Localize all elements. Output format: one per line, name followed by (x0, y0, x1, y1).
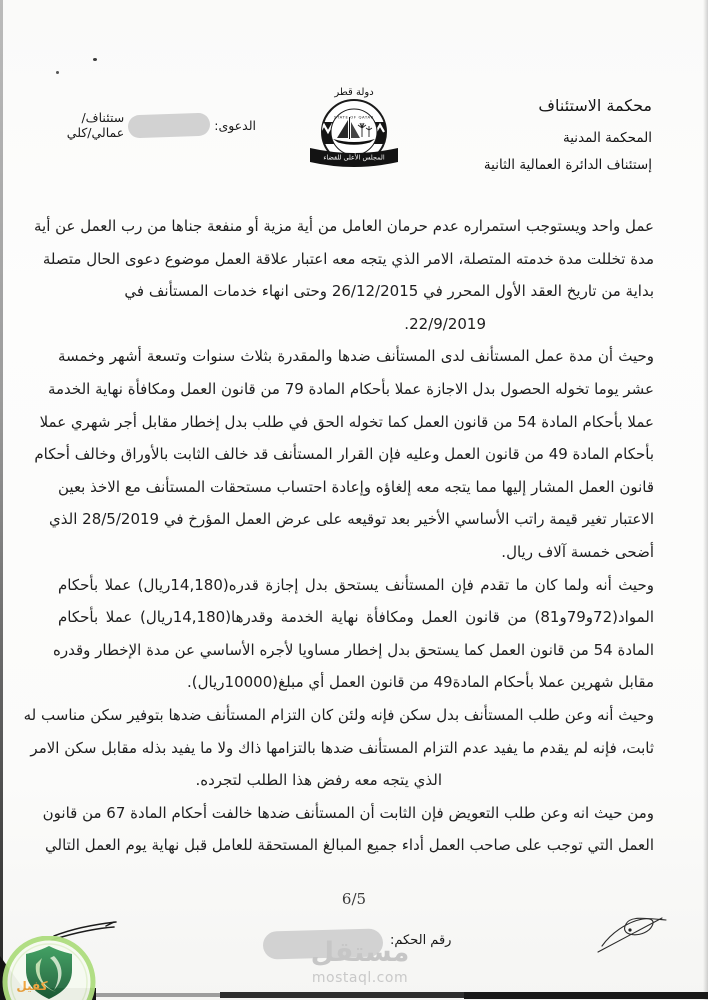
scan-edge-left (0, 0, 3, 1000)
ink-speck (93, 58, 97, 61)
body-text-line: مقابل شهرين عملا بأحكام المادة49 من قانون العمل أي مبلغ(10000ريال). (187, 673, 654, 692)
judgment-body-text (23, 210, 654, 862)
body-text-line: وحيث أنه وعن طلب المستأنف بدل سكن فإنه ولئن كان التزام المستأنف ضدها بتوفير سكن مناسب له (23, 705, 654, 724)
scan-edge-bottom (96, 993, 220, 997)
body-text-line: الاعتبار تغير قيمة راتب الأساسي الأخير بعد توقيعه على عرض العمل المؤرخ في 28/5/2019 الذي (49, 510, 654, 529)
body-text-line: العمل التي توجب على صاحب العمل أداء جميع المبالغ المستحقة للعامل قبل نهاية يوم العمل التالي (45, 836, 654, 855)
court-header (484, 96, 652, 173)
mostaql-watermark-arabic: مستقل (310, 937, 410, 968)
body-text-line: المواد(72و79و81) من قانون العمل ومكافأة نهاية الخدمة وقدرها(14,180ريال) عملا بأحكام (58, 608, 654, 627)
scan-edge-right (703, 0, 708, 1000)
qatar-emblem-icon (300, 84, 408, 176)
kafeel-logo-icon (2, 936, 96, 1000)
body-text-line: الذي يتجه معه رفض هذا الطلب لتجرده. (195, 771, 442, 790)
emblem-country-text: دولة قطر (334, 87, 374, 98)
body-text-line: بأحكام المادة 49 من قانون العمل وعليه فإن القرار المستأنف قد خالف الثابت بالأوراق وخالف أحكام (34, 445, 654, 464)
body-text-line: قانون العمل المشار إليها مما يتجه معه إلغاؤه وإعادة احتساب مستحقات المستأنف مع الاخذ بعين (58, 477, 654, 496)
case-number-redaction (128, 112, 211, 138)
body-text-line: عشر يوما تخوله الحصول بدل الاجازة عملا بأحكام المادة 79 من قانون العمل ومكافأة نهاية الخدمة (47, 379, 654, 398)
judgment-number-redaction (263, 928, 384, 959)
body-text-line: وحيث أن مدة عمل المستأنف لدى المستأنف ضدها والمقدرة بثلاث سنوات وتسعة أشهر وخمسة (58, 347, 654, 366)
case-reference-row (60, 110, 256, 140)
body-text-line: أضحى خمسة آلاف ريال. (501, 542, 654, 561)
body-text-line: المادة 54 من قانون العمل كما يستحق بدل إخطار مساويا لأجره الأساسي عن مدة الإخطار وقدره (53, 640, 654, 659)
case-type: ستئناف/عمالي/كلي (66, 110, 125, 140)
emblem-ribbon-text: المجلس الأعلى للقضاء (323, 153, 385, 162)
body-text-line: وحيث أنه ولما كان ما تقدم فإن المستأنف يستحق بدل إجازة قدره(14,180ريال) عملا بأحكام (58, 575, 654, 594)
scan-edge-bottom (220, 992, 464, 998)
court-name-appeal: محكمة الاستئناف (538, 96, 652, 115)
emblem-latin-text: STATE OF QATAR (334, 114, 374, 120)
body-text-line: ومن حيث انه وعن طلب التعويض فإن الثابت أن المستأنف ضدها خالفت أحكام المادة 67 من قانون (42, 803, 654, 822)
page-number: 6/5 (341, 890, 367, 908)
mostaql-watermark-domain: mostaql.com (311, 970, 409, 986)
body-text-line: بداية من تاريخ العقد الأول المحرر في 26/12/2015 وحتى انهاء خدمات المستأنف في (124, 282, 654, 301)
court-name-civil: المحكمة المدنية (563, 130, 652, 146)
court-circuit-name: إستئناف الدائرة العمالية الثانية (483, 157, 652, 173)
body-text-line: مدة تخللت مدة خدمته المتصلة، الامر الذي يتجه معه اعتبار علاقة العمل موضوع دعوى الحال متصلة (42, 249, 654, 268)
body-text-line: عمل واحد ويستوجب استمراره عدم حرمان العامل من أية مزية أو منفعة جناها من رب العمل عن أية (33, 217, 654, 235)
body-text-line: 22/9/2019. (404, 314, 486, 333)
scan-edge-bottom (464, 992, 708, 999)
case-label: الدعوى: (214, 117, 256, 133)
body-text-line: عملا بأحكام المادة 54 من قانون العمل كما تخوله الحق في طلب بدل إخطار مقابل أجر شهري عملا (39, 412, 654, 431)
signature-scribble-right (594, 910, 682, 958)
judgment-number-label: رقم الحكم: (390, 933, 452, 948)
body-text-line: ثابت، فإنه لم يقدم ما يفيد عدم التزام المستأنف ضدها بالتزامها ذاك ولا ما يفيد بذله مقابل سكن الامر (30, 738, 654, 757)
ink-speck (56, 71, 59, 74)
kafeel-logo-text: كفيل (16, 979, 48, 993)
